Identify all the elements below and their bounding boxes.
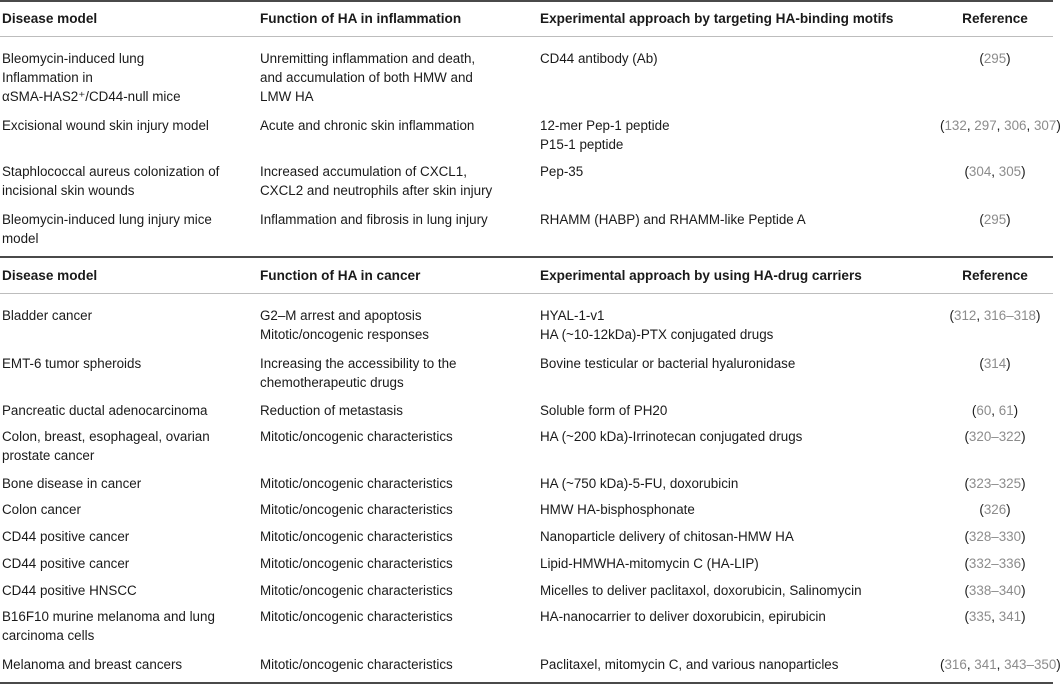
table-cell-disease: Bleomycin-induced lung	[2, 51, 145, 66]
table-cell-approach: Soluble form of PH20	[540, 403, 668, 418]
table-cell-approach: Paclitaxel, mitomycin C, and various nanoparticles	[540, 657, 839, 672]
table-cell-function: Inflammation and fibrosis in lung injury	[260, 212, 488, 227]
table-cell-approach: Nanoparticle delivery of chitosan-HMW HA	[540, 529, 794, 544]
table-cell-function: Mitotic/oncogenic characteristics	[260, 429, 453, 444]
table-cell-disease: Melanoma and breast cancers	[2, 657, 183, 672]
table-cell-disease: Inflammation in	[2, 70, 93, 85]
table-cell-disease: Bone disease in cancer	[2, 476, 142, 491]
table-cell-approach: HA-nanocarrier to deliver doxorubicin, epirubicin	[540, 609, 826, 624]
table-cell-approach: Pep-35	[540, 164, 584, 179]
table-cell-approach: 12-mer Pep-1 peptide	[540, 118, 670, 133]
reference-cell: (295)	[979, 212, 1011, 227]
table-cell-function: Increased accumulation of CXCL1,	[260, 164, 467, 179]
table-cell-approach: Bovine testicular or bacterial hyaluronidase	[540, 356, 796, 371]
table-cell-disease: CD44 positive HNSCC	[2, 583, 137, 598]
column-header: Reference	[962, 11, 1028, 26]
reference-cell: (328–330)	[964, 529, 1026, 544]
table-cell-approach: HMW HA-bisphosphonate	[540, 502, 695, 517]
reference-cell: (295)	[979, 51, 1011, 66]
table-cell-approach: HYAL-1-v1	[540, 308, 605, 323]
reference-cell: (316, 341, 343–350)	[940, 657, 1061, 672]
reference-cell: (314)	[979, 356, 1011, 371]
table-cell-function: G2–M arrest and apoptosis	[260, 308, 422, 323]
table-cell-function: Mitotic/oncogenic characteristics	[260, 529, 453, 544]
table-cell-disease: B16F10 murine melanoma and lung	[2, 609, 215, 624]
table-cell-disease: model	[2, 231, 39, 246]
reference-cell: (332–336)	[964, 556, 1026, 571]
reference-cell: (335, 341)	[964, 609, 1026, 624]
table-cell-disease: Colon cancer	[2, 502, 81, 517]
table-cell-approach: RHAMM (HABP) and RHAMM-like Peptide A	[540, 212, 806, 227]
column-header: Disease model	[2, 11, 98, 26]
column-header: Experimental approach by targeting HA-binding motifs	[540, 11, 894, 26]
table-cell-disease: Colon, breast, esophageal, ovarian	[2, 429, 210, 444]
column-header: Experimental approach by using HA-drug carriers	[540, 268, 862, 283]
table-cell-disease: carcinoma cells	[2, 628, 95, 643]
reference-cell: (312, 316–318)	[949, 308, 1041, 323]
table-cell-disease: αSMA-HAS2⁺/CD44-null mice	[2, 89, 181, 104]
table-cell-approach: Lipid-HMWHA-mitomycin C (HA-LIP)	[540, 556, 759, 571]
table-cell-approach: HA (~750 kDa)-5-FU, doxorubicin	[540, 476, 739, 491]
table-cell-function: Increasing the accessibility to the	[260, 356, 457, 371]
table-cell-function: Reduction of metastasis	[260, 403, 403, 418]
reference-cell: (60, 61)	[971, 403, 1019, 418]
column-header: Function of HA in cancer	[260, 268, 421, 283]
table-cell-disease: incisional skin wounds	[2, 183, 135, 198]
column-header: Reference	[962, 268, 1028, 283]
header-rule	[0, 293, 1053, 294]
table-cell-disease: Pancreatic ductal adenocarcinoma	[2, 403, 208, 418]
table-cell-disease: Bladder cancer	[2, 308, 93, 323]
table-cell-function: Mitotic/oncogenic characteristics	[260, 657, 453, 672]
column-header: Function of HA in inflammation	[260, 11, 462, 26]
reference-cell: (326)	[979, 502, 1011, 517]
table-cell-disease: CD44 positive cancer	[2, 529, 130, 544]
table-cell-function: Acute and chronic skin inflammation	[260, 118, 475, 133]
table-cell-function: LMW HA	[260, 89, 314, 104]
table-cell-approach: HA (~10-12kDa)-PTX conjugated drugs	[540, 327, 774, 342]
table-cell-function: chemotherapeutic drugs	[260, 375, 404, 390]
table-cell-function: Mitotic/oncogenic characteristics	[260, 583, 453, 598]
table-cell-approach: P15-1 peptide	[540, 137, 624, 152]
table-cell-function: Mitotic/oncogenic characteristics	[260, 556, 453, 571]
reference-cell: (320–322)	[964, 429, 1026, 444]
reference-cell: (323–325)	[964, 476, 1026, 491]
table-cell-disease: Staphlococcal aureus colonization of	[2, 164, 220, 179]
table-cell-approach: CD44 antibody (Ab)	[540, 51, 658, 66]
table-cell-approach: HA (~200 kDa)-Irrinotecan conjugated drugs	[540, 429, 803, 444]
section-top-rule	[0, 256, 1053, 258]
column-header: Disease model	[2, 268, 98, 283]
table-bottom-rule	[0, 682, 1053, 684]
reference-cell: (132, 297, 306, 307)	[940, 118, 1061, 133]
reference-cell: (338–340)	[964, 583, 1026, 598]
header-rule	[0, 36, 1053, 37]
table-cell-function: and accumulation of both HMW and	[260, 70, 473, 85]
table-cell-disease: prostate cancer	[2, 448, 95, 463]
reference-cell: (304, 305)	[964, 164, 1026, 179]
table-cell-disease: CD44 positive cancer	[2, 556, 130, 571]
table-cell-function: Unremitting inflammation and death,	[260, 51, 476, 66]
table-cell-function: Mitotic/oncogenic characteristics	[260, 502, 453, 517]
table-cell-disease: Bleomycin-induced lung injury mice	[2, 212, 212, 227]
table-cell-approach: Micelles to deliver paclitaxol, doxorubicin, Salinomycin	[540, 583, 862, 598]
table-cell-function: CXCL2 and neutrophils after skin injury	[260, 183, 493, 198]
section-top-rule	[0, 0, 1053, 2]
table-cell-disease: Excisional wound skin injury model	[2, 118, 209, 133]
table-cell-disease: EMT-6 tumor spheroids	[2, 356, 142, 371]
table-cell-function: Mitotic/oncogenic characteristics	[260, 476, 453, 491]
table-cell-function: Mitotic/oncogenic responses	[260, 327, 429, 342]
table-cell-function: Mitotic/oncogenic characteristics	[260, 609, 453, 624]
